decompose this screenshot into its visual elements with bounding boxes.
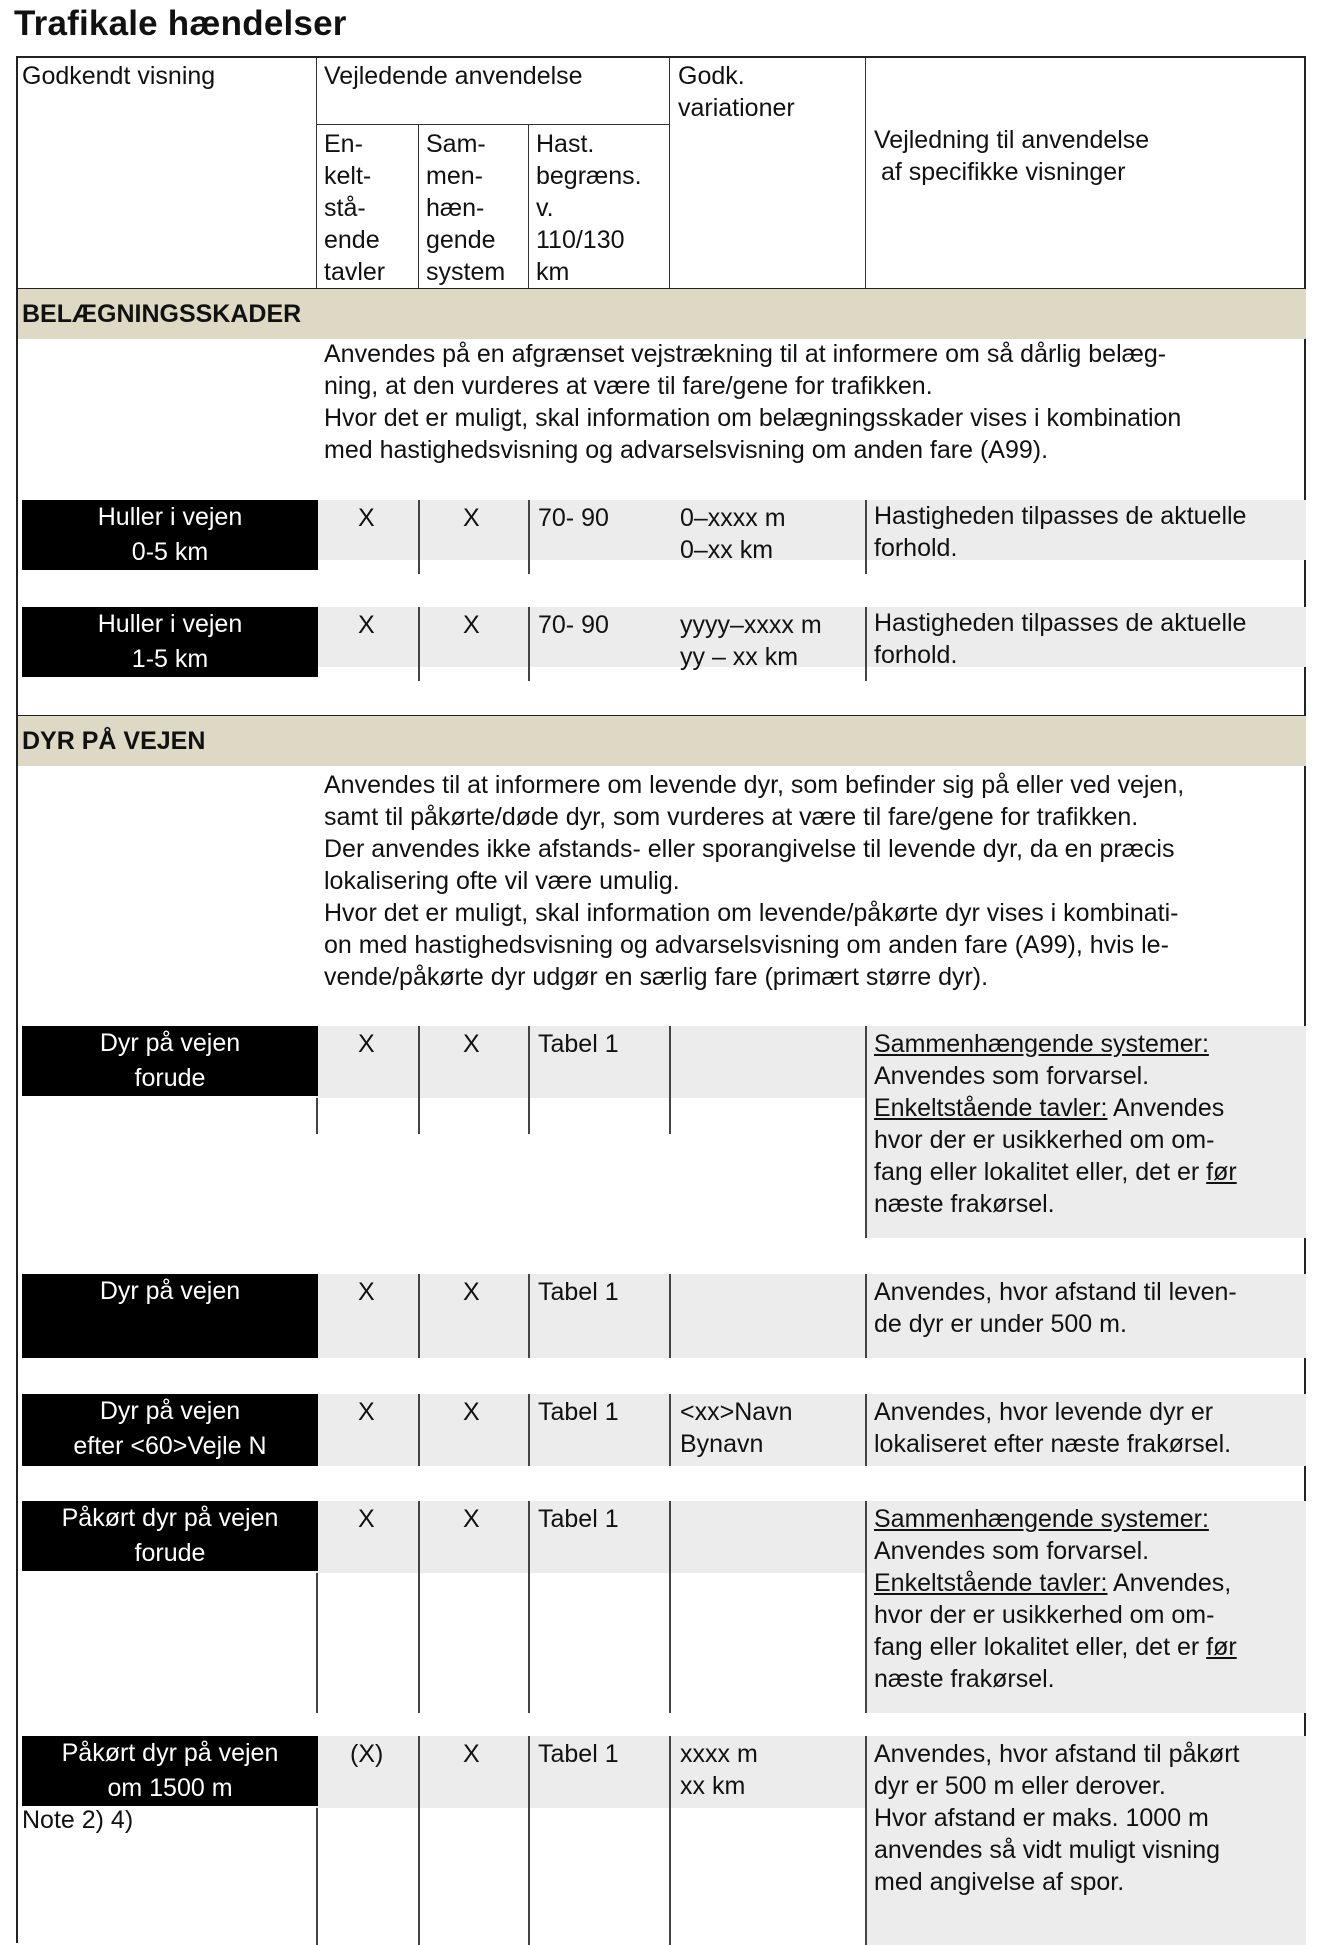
header-guidance: Vejledning til anvendelse af specifikke visninger (874, 126, 1150, 186)
speed-value: Tabel 1 (538, 1505, 619, 1533)
speed-value: 70- 90 (538, 611, 609, 639)
header-speed-limit: Hast. begræns. v. 110/130 km (536, 130, 642, 286)
section-header-pavement-damage: BELÆGNINGSSKADER (18, 289, 1306, 339)
table-row (18, 1394, 1306, 1466)
section-header-animals-on-road: DYR PÅ VEJEN (18, 716, 1306, 766)
header-approved-variations: Godk. variationer (678, 62, 795, 122)
table-row (18, 500, 1306, 574)
section-intro-pavement-damage: Anvendes på en afgrænset vejstrækning til at informere om så dårlig belæg- ning, at den vurderes at være til fare/gene for trafikken. Hvor det er muligt, skal information om belægningsskader vises i kombination med hastighedsvisning og advarselsvisning om anden fare (A99). (324, 340, 1182, 464)
system-mark: X (463, 1278, 480, 1306)
guidance-text: Hastigheden tilpasses de aktuelle forhold. (874, 609, 1247, 669)
guidance-text: Anvendes, hvor levende dyr er lokaliseret efter næste frakørsel. (874, 1398, 1232, 1458)
single-sign-mark: (X) (350, 1740, 384, 1768)
page-title: Trafikale hændelser (14, 4, 347, 43)
single-sign-mark: X (358, 611, 375, 639)
guidance-text: Sammenhængende systemer: Anvendes som forvarsel. Enkeltstående tavler: Anvendes, hvor der er usikkerhed om om- fang eller lokalitet eller, det er før næste frakørsel. (874, 1505, 1237, 1693)
single-sign-mark: X (358, 1398, 375, 1426)
system-mark: X (463, 1505, 480, 1533)
header-single-signs: En- kelt- stå- ende tavler (324, 130, 386, 286)
single-sign-mark: X (358, 1505, 375, 1533)
table-row (18, 1026, 1306, 1238)
sign-display: Huller i vejen 1-5 km (22, 607, 318, 677)
sign-display: Påkørt dyr på vejen forude (22, 1501, 318, 1571)
sign-display: Dyr på vejen forude (22, 1026, 318, 1096)
table-row (18, 1501, 1306, 1713)
system-mark: X (463, 611, 480, 639)
single-sign-mark: X (358, 1030, 375, 1058)
speed-value: Tabel 1 (538, 1398, 619, 1426)
guidance-text: Anvendes, hvor afstand til leven- de dyr er under 500 m. (874, 1278, 1237, 1338)
header-approved-display: Godkendt visning (22, 62, 216, 90)
speed-value: Tabel 1 (538, 1278, 619, 1306)
sign-display: Dyr på vejen efter <60>Vejle N (22, 1394, 318, 1466)
section-intro-animals-on-road: Anvendes til at informere om levende dyr, som befinder sig på eller ved vejen, samt til påkørte/døde dyr, som vurderes at være til fare/gene for trafikken. Der anvendes ikke afstands- eller sporangivelse til levende dyr, da en præcis lokalisering ofte vil være umulig. Hvor det er muligt, skal information om levende/påkørte dyr vises i kombinati- on med hastighedsvisning og advarselsvisning om anden fare (A99), hvis le- vende/påkørte dyr udgør en særlig fare (primært større dyr). (324, 771, 1185, 991)
system-mark: X (463, 1398, 480, 1426)
sign-display: Huller i vejen 0-5 km (22, 500, 318, 570)
single-sign-mark: X (358, 1278, 375, 1306)
variations: <xx>Navn Bynavn (680, 1398, 793, 1458)
speed-value: Tabel 1 (538, 1740, 619, 1768)
system-mark: X (463, 504, 480, 532)
variations: yyyy–xxxx m yy – xx km (680, 611, 822, 671)
traffic-events-table (16, 56, 1306, 1943)
table-row (18, 1736, 1306, 1945)
table-row (18, 607, 1306, 681)
header-connected-system: Sam- men- hæn- gende system (426, 130, 506, 286)
single-sign-mark: X (358, 504, 375, 532)
guidance-text: Hastigheden tilpasses de aktuelle forhold. (874, 502, 1247, 562)
table-row (18, 1274, 1306, 1358)
system-mark: X (463, 1740, 480, 1768)
speed-value: 70- 90 (538, 504, 609, 532)
variations: xxxx m xx km (680, 1740, 758, 1800)
note-reference: Note 2) 4) (22, 1806, 134, 1834)
guidance-text: Anvendes, hvor afstand til påkørt dyr er 500 m eller derover. Hvor afstand er maks. 1000 m anvendes så vidt muligt visning med angivelse af spor. (874, 1740, 1240, 1896)
system-mark: X (463, 1030, 480, 1058)
header-guiding-usage: Vejledende anvendelse (324, 62, 583, 90)
variations: 0–xxxx m 0–xx km (680, 504, 786, 564)
speed-value: Tabel 1 (538, 1030, 619, 1058)
sign-display: Dyr på vejen (22, 1274, 318, 1358)
guidance-text: Sammenhængende systemer: Anvendes som forvarsel. Enkeltstående tavler: Anvendes hvor der er usikkerhed om om- fang eller lokalitet eller, det er før næste frakørsel. (874, 1030, 1237, 1218)
sign-display: Påkørt dyr på vejen om 1500 m (22, 1736, 318, 1806)
